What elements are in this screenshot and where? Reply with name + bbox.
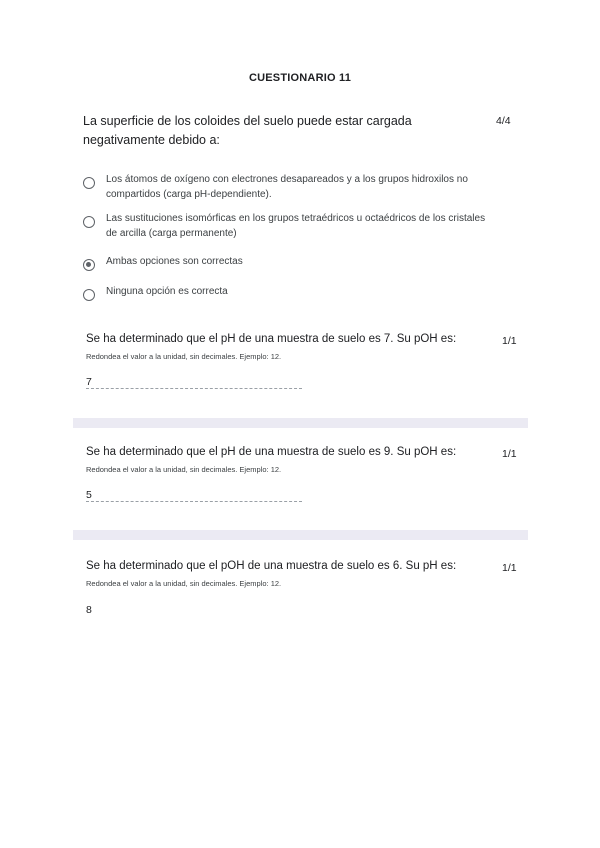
- page-title: CUESTIONARIO 11: [248, 72, 352, 84]
- question-1-score: 4/4: [496, 115, 511, 127]
- radio-checked-icon[interactable]: [83, 259, 95, 271]
- question-2-text: Se ha determinado que el pH de una muestra de suelo es 7. Su pOH es:: [86, 333, 457, 345]
- question-4-text: Se ha determinado que el pOH de una muestra de suelo es 6. Su pH es:: [86, 560, 457, 572]
- question-3-hint: Redondea el valor a la unidad, sin decimales. Ejemplo: 12.: [86, 465, 282, 474]
- option-label: Ambas opciones son correctas: [106, 256, 243, 267]
- section-divider: [73, 530, 528, 540]
- radio-unchecked-icon[interactable]: [83, 216, 95, 228]
- question-3-text: Se ha determinado que el pH de una muestra de suelo es 9. Su pOH es:: [86, 446, 457, 458]
- question-1-text: La superficie de los coloides del suelo puede estar cargada negativamente debido a:: [83, 114, 412, 147]
- question-4-answer[interactable]: 8: [86, 604, 92, 616]
- option-isomorphic-substitutions[interactable]: [83, 211, 496, 241]
- question-2-hint: Redondea el valor a la unidad, sin decimales. Ejemplo: 12.: [86, 352, 282, 361]
- question-3-answer-underline: [86, 501, 302, 502]
- radio-unchecked-icon[interactable]: [83, 289, 95, 301]
- question-2-score: 1/1: [502, 335, 517, 347]
- option-none-correct[interactable]: [83, 284, 496, 301]
- option-oxygen-atoms[interactable]: [83, 172, 496, 202]
- option-label: Los átomos de oxígeno con electrones desapareados y a los grupos hidroxilos no compartidos (carga pH-dependiente).: [106, 174, 468, 200]
- question-4-score: 1/1: [502, 562, 517, 574]
- option-label: Las sustituciones isomórficas en los grupos tetraédricos u octaédricos de los cristales de arcilla (carga permanente): [106, 213, 486, 239]
- question-3-answer[interactable]: 5: [86, 489, 92, 501]
- question-2-answer[interactable]: 7: [86, 376, 92, 388]
- question-3-score: 1/1: [502, 448, 517, 460]
- question-4-hint: Redondea el valor a la unidad, sin decimales. Ejemplo: 12.: [86, 579, 282, 588]
- radio-unchecked-icon[interactable]: [83, 177, 95, 189]
- section-divider: [73, 418, 528, 428]
- question-2-answer-underline: [86, 388, 302, 389]
- option-label: Ninguna opción es correcta: [106, 286, 228, 297]
- option-both-correct[interactable]: [83, 254, 496, 271]
